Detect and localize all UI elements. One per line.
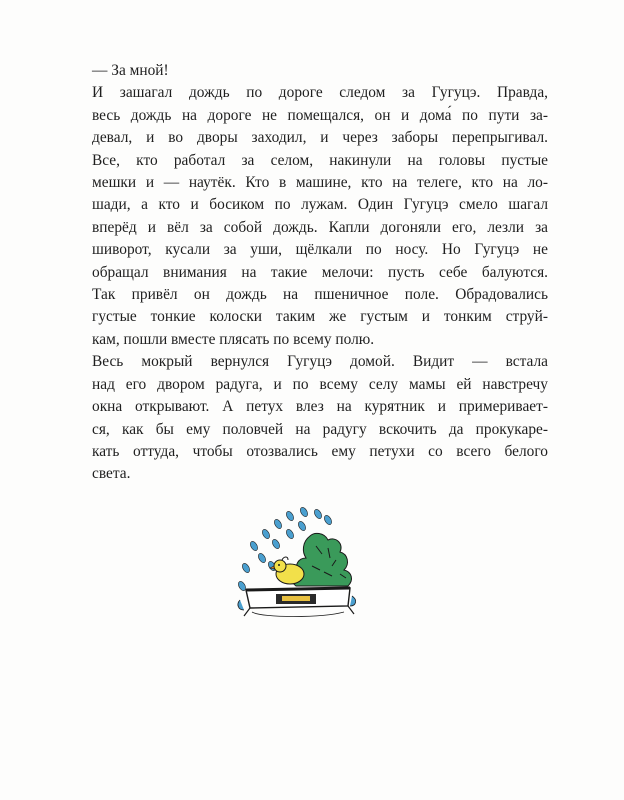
text-line: шиворот, кусали за уши, щёлкали по носу. Но Гугуцэ не	[92, 241, 548, 259]
text-line: обращал внимания на такие мелочи: пусть себе балуются.	[92, 263, 548, 281]
text-line: шади, а кто и босиком по лужам. Один Гугуцэ смело шагал	[92, 196, 548, 214]
text-line: окна открывают. А петух влез на курятник и примеривает-	[92, 398, 548, 416]
text-line: — За мной!	[92, 62, 169, 79]
coop	[238, 588, 356, 617]
text-line: девал, и во дворы заходил, и через заборы перепрыгивал.	[92, 129, 548, 147]
text-line: весь дождь на дороге не помещался, он и дома́ по пути за-	[92, 106, 548, 124]
text-line: кам, пошли вместе плясать по всему полю.	[92, 330, 375, 348]
text-line: Весь мокрый вернулся Гугуцэ домой. Видит — встала	[92, 353, 548, 371]
text-line: над его двором радуга, и по всему селу мамы ей навстречу	[92, 375, 548, 393]
text-line: И зашагал дождь по дороге следом за Гугуцэ. Правда,	[92, 84, 548, 102]
text-line: густые тонкие колоски таким же густым и тонким струй-	[92, 308, 548, 326]
text-line: ся, как бы ему половчей на радугу вскочить да прокукаре-	[92, 420, 548, 438]
paragraph-2	[92, 82, 548, 149]
paragraph-3	[92, 150, 548, 284]
story-text	[92, 60, 548, 486]
rooster-illustration	[232, 506, 360, 630]
text-line: кать оттуда, чтобы отозвались ему петухи со всего белого	[92, 442, 548, 460]
paragraph-4	[92, 284, 548, 351]
paragraph-5	[92, 351, 548, 485]
text-line: Так привёл он дождь на пшеничное поле. Обрадовались	[92, 286, 548, 304]
text-line: света.	[92, 465, 131, 483]
text-line: Все, кто работал за селом, накинули на головы пустые	[92, 151, 548, 169]
paragraph-1	[92, 60, 548, 82]
text-line: мешки и — наутёк. Кто в машине, кто на телеге, кто на ло-	[92, 174, 548, 192]
text-line: вперёд и вёл за собой дождь. Капли догоняли его, лезли за	[92, 218, 548, 236]
